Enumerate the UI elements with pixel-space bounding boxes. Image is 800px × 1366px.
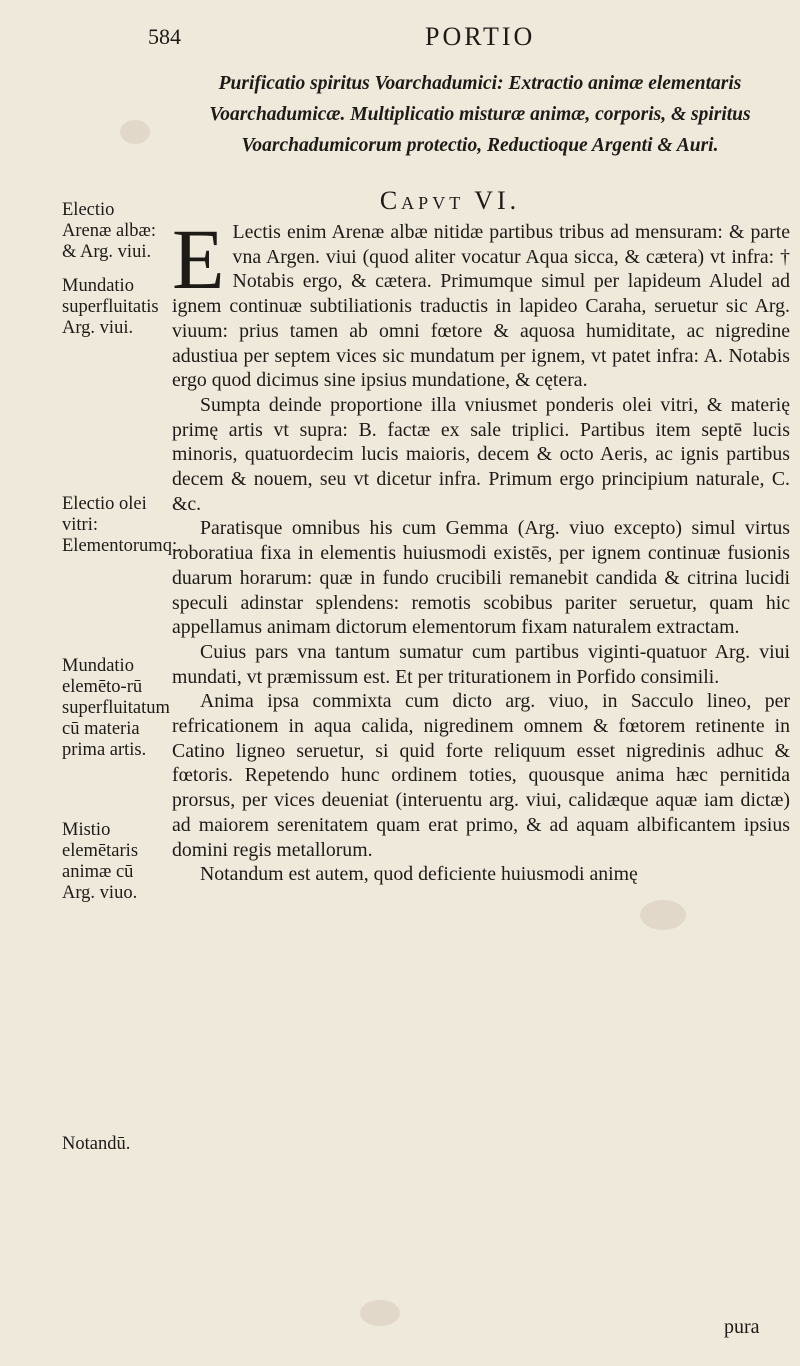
margin-note: Mundatio superfluitatis Arg. viui. xyxy=(62,276,159,338)
paper-stain xyxy=(360,1300,400,1326)
running-head: PORTIO xyxy=(425,22,536,51)
margin-note: Notandū. xyxy=(62,1134,131,1154)
drop-cap: E xyxy=(172,211,225,307)
page-number: 584 xyxy=(148,24,181,49)
paragraph: Cuius pars vna tantum sumatur cum partibus viginti-quatuor Arg. viui mundati, vt præmissum est. Et per triturationem in Porfido consimili. xyxy=(172,640,790,688)
paper-stain xyxy=(640,900,686,930)
margin-note: Electio olei vitri: Elementorumq;. xyxy=(62,494,182,556)
chapter-heading: Capvt VI. xyxy=(379,186,521,215)
paragraph: Notandum est autem, quod deficiente huiusmodi animę xyxy=(200,863,638,886)
paragraph: Paratisque omnibus his cum Gemma (Arg. viuo excepto) simul virtus roboratiua fixa in elementis huiusmodi existēs, per ignem continuæ fusionis duarum horarum: quæ in fundo crucibili remanebit candida & citrina lucidi speculi adinstar splendens: remotis scobibus pariter seruetur, quam hic appellamus animam dictorum elementorum fixam naturalem extractam. xyxy=(172,517,790,639)
catchword: pura xyxy=(724,1316,760,1338)
paragraph: Sumpta deinde proportione illa vniusmet ponderis olei vitri, & materię primę artis vt supra: B. factæ ex sale triplici. Partibus item septē lucis minoris, quatuordecim lucis maioris, decem & octo Aeris, ac ignis partibus decem & nouem, seu vt dicetur infra. Primum ergo principium naturale, C. &c. xyxy=(172,393,790,515)
margin-note: Electio Arenæ albæ: & Arg. viui. xyxy=(62,200,157,262)
body-text xyxy=(172,211,790,887)
section-title: Purificatio spiritus Voarchadumici: Extractio animæ elementaris Voarchadumicæ. Multiplicatio misturæ animæ, corporis, & spiritus Voarchadumicorum protectio, Reductioque Argenti & Auri. xyxy=(209,73,751,156)
page-header xyxy=(0,18,800,58)
paragraph: Anima ipsa commixta cum dicto arg. viuo, in Sacculo lineo, per refricationem in aqua calida, nigredinem omnem & fœtorem retinente in Catino ligneo seruetur, si quid forte reliquum esset nigredinis adhuc & fœtoris. Repetendo hunc ordinem toties, quousque anima hæc pernitida prorsus, per vices deueniat (interuentu arg. viui, calidæque aquæ iam dictæ) ad maiorem serenitatem quam erat primo, & ad aquam albificantem ipsius domini regis metallorum. xyxy=(172,690,790,861)
margin-note: Mistio elemētaris animæ cū Arg. viuo. xyxy=(62,820,139,903)
paper-stain xyxy=(120,120,150,144)
paragraph-text: Lectis enim Arenæ albæ nitidæ partibus tribus ad mensuram: & parte vna Argen. viui (quod aliter vocatur Aqua sicca, & cætera) vt infra: † Notabis ergo, & cætera. Primumque simul per lapideum Aludel ad ignem continuæ subtiliationis traductis in lapideo Caraha, seruetur sic Arg. viuum: prius tamen ab omni fœtore & aquosa humiditate, ac nigredine adustiua per septem vices sic mundatum per ignem, vt patet infra: A. Notabis ergo quod dicimus sine ipsius mundatione, & cętera. xyxy=(172,221,790,392)
margin-note: Mundatio elemēto-rū superfluitatum cū materia prima artis. xyxy=(62,656,170,760)
paragraph xyxy=(172,211,790,393)
